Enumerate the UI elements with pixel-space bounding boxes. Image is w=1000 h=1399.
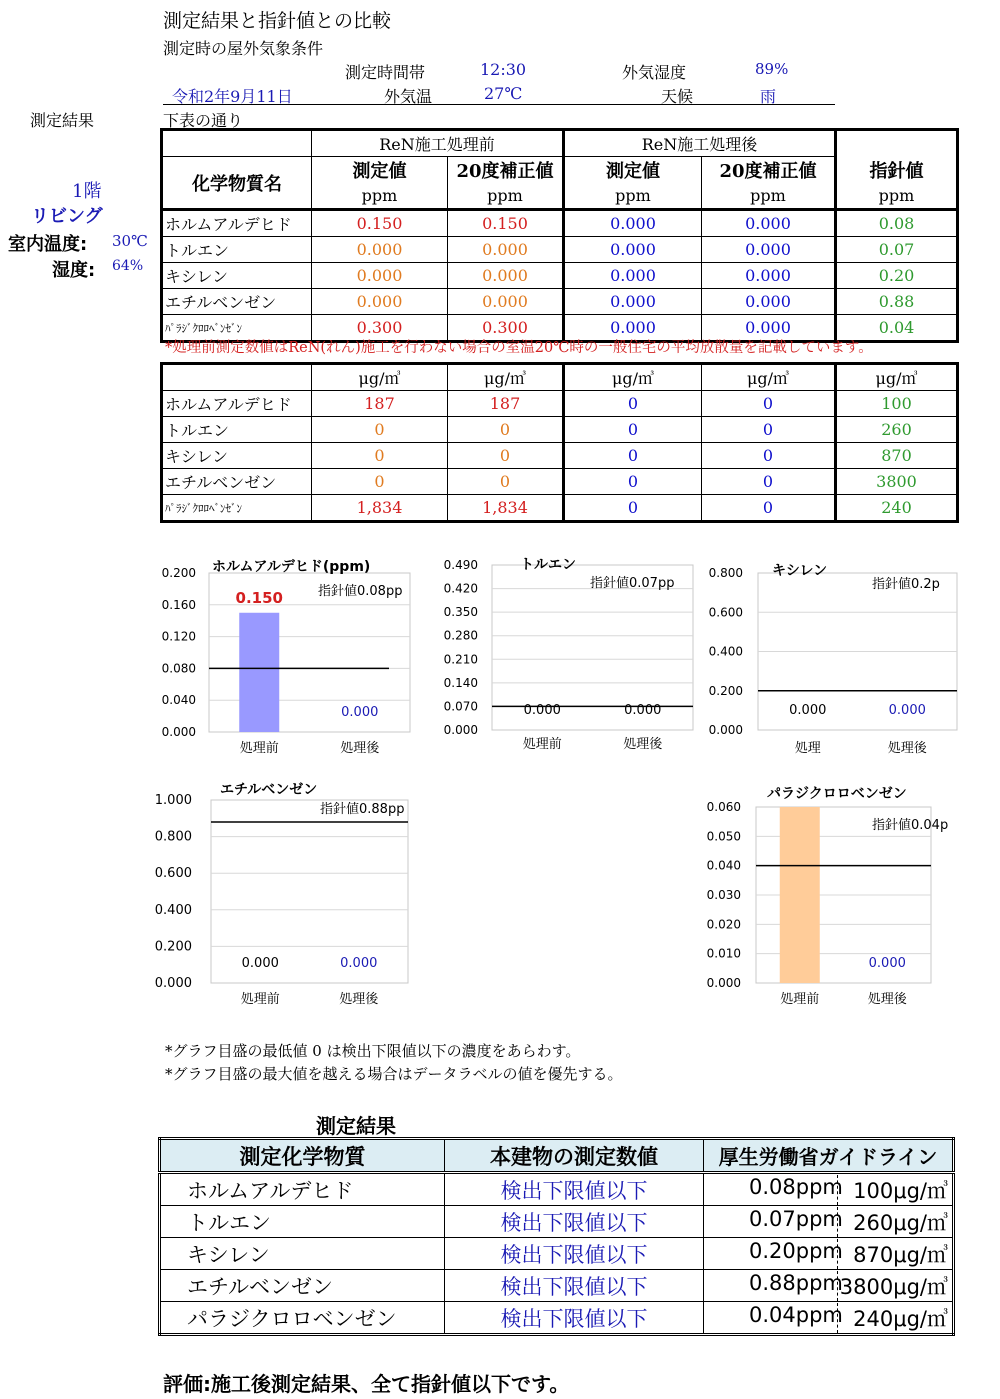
table-row bbox=[162, 391, 958, 417]
ug-table bbox=[160, 362, 959, 523]
chem-name: ﾊﾟﾗｼﾞｸﾛﾛﾍﾞﾝｾﾞﾝ bbox=[162, 495, 312, 522]
before-corrected-value: 187 bbox=[448, 391, 564, 417]
after-corrected-value: 0 bbox=[702, 443, 836, 469]
chart-data-label: 0.000 bbox=[241, 956, 279, 971]
after-value: 0.000 bbox=[564, 315, 702, 342]
chem-name: キシレン bbox=[162, 263, 312, 289]
chart-data-label: 0.150 bbox=[235, 588, 283, 607]
page-title: 測定結果と指針値との比較 bbox=[163, 10, 392, 32]
weather-subtitle: 測定時の屋外気象条件 bbox=[163, 39, 324, 58]
table-row bbox=[160, 1173, 954, 1206]
chem-name: エチルベンゼン bbox=[162, 289, 312, 315]
table-row bbox=[162, 237, 958, 263]
table-row bbox=[162, 495, 958, 522]
guideline-value: 260 bbox=[836, 417, 958, 443]
before-value: 187 bbox=[312, 391, 448, 417]
summary-guideline-ug: 3800μg/㎥ bbox=[839, 1274, 948, 1299]
guideline-value: 870 bbox=[836, 443, 958, 469]
chart-tick-label: 0.040 bbox=[161, 693, 196, 708]
summary-header-value: 本建物の測定数値 bbox=[445, 1139, 704, 1173]
before-corrected-value: 0 bbox=[448, 469, 564, 495]
chart-tick-label: 0.120 bbox=[161, 629, 196, 644]
before-footnote: *処理前測定数値はReN(れん)施工を行わない場合の室温20℃時の一般住宅の平均放散量を記載しています。 bbox=[165, 340, 873, 356]
chart-tick-label: 0.400 bbox=[708, 644, 743, 659]
chart-category-label: 処理後 bbox=[623, 737, 663, 752]
before-value: 0.000 bbox=[312, 289, 448, 315]
chart-title: キシレン bbox=[772, 563, 828, 579]
outdoor-humidity-label: 外気湿度 bbox=[622, 63, 687, 82]
summary-guideline-ug: 240μg/㎥ bbox=[853, 1306, 948, 1331]
chart-tick-label: 0.020 bbox=[706, 917, 741, 932]
results-note: 下表の通り bbox=[163, 111, 244, 130]
summary-table bbox=[158, 1137, 955, 1336]
unit-ppm: ppm bbox=[564, 183, 702, 210]
summary-guideline-ug: 260μg/㎥ bbox=[853, 1210, 948, 1235]
chem-name: エチルベンゼン bbox=[162, 469, 312, 495]
chart-guideline-label: 指針値0.88pp bbox=[320, 802, 405, 817]
chart-category-label: 処理後 bbox=[867, 992, 907, 1007]
chart-title: トルエン bbox=[520, 557, 576, 573]
chart-guideline-label: 指針値0.08pp bbox=[318, 584, 403, 599]
after-value: 0.000 bbox=[564, 263, 702, 289]
chart-tick-label: 0.010 bbox=[706, 946, 741, 961]
before-value: 0 bbox=[312, 443, 448, 469]
ug-blank bbox=[162, 364, 312, 391]
summary-chem: トルエン bbox=[160, 1206, 445, 1238]
chart-tick-label: 0.420 bbox=[443, 581, 478, 596]
after-value: 0 bbox=[564, 495, 702, 522]
summary-guideline-ppm: 0.20ppm bbox=[749, 1239, 838, 1269]
room-humidity-value: 64% bbox=[112, 258, 144, 274]
after-corrected-value: 0 bbox=[702, 469, 836, 495]
chart-bar bbox=[239, 613, 279, 732]
chem-name: ﾊﾟﾗｼﾞｸﾛﾛﾍﾞﾝｾﾞﾝ bbox=[162, 315, 312, 342]
after-value: 0 bbox=[564, 391, 702, 417]
chart-tick-label: 0.600 bbox=[154, 866, 192, 882]
chart-tick-label: 0.800 bbox=[154, 829, 192, 845]
summary-guideline-ug: 870μg/㎥ bbox=[853, 1242, 948, 1267]
summary-guideline-ppm: 0.04ppm bbox=[749, 1303, 838, 1333]
chart-data-label: 0.000 bbox=[624, 703, 662, 718]
summary-value: 検出下限値以下 bbox=[445, 1206, 704, 1238]
summary-header-chem: 測定化学物質 bbox=[160, 1139, 445, 1173]
guideline-value: 0.07 bbox=[836, 237, 958, 263]
chart-tick-label: 0.200 bbox=[161, 566, 196, 580]
chart-tick-label: 0.030 bbox=[706, 888, 741, 902]
guideline-value: 0.20 bbox=[836, 263, 958, 289]
before-value: 1,834 bbox=[312, 495, 448, 522]
chart-note-max: *グラフ目盛の最大値を越える場合はデータラベルの値を優先する。 bbox=[165, 1065, 623, 1083]
room-name: リビング bbox=[31, 206, 103, 227]
room-floor: 1階 bbox=[72, 181, 102, 202]
chart-tick-label: 0.000 bbox=[706, 976, 741, 990]
summary-value: 検出下限値以下 bbox=[445, 1302, 704, 1335]
chem-name: キシレン bbox=[162, 443, 312, 469]
chart-data-label: 0.000 bbox=[789, 703, 827, 718]
before-measured-header: 測定値 bbox=[312, 157, 448, 184]
after-value: 0.000 bbox=[564, 210, 702, 237]
summary-title: 測定結果 bbox=[316, 1114, 396, 1138]
unit-ug: μg/㎥ bbox=[312, 364, 448, 391]
chart-guideline-label: 指針値0.07pp bbox=[590, 576, 675, 591]
chart-tick-label: 0.070 bbox=[443, 699, 478, 714]
after-corrected-value: 0.000 bbox=[702, 210, 836, 237]
before-value: 0 bbox=[312, 417, 448, 443]
after-value: 0.000 bbox=[564, 237, 702, 263]
unit-ug: μg/㎥ bbox=[702, 364, 836, 391]
chem-name: トルエン bbox=[162, 237, 312, 263]
evaluation: 評価:施工後測定結果、全て指針値以下です。 bbox=[163, 1372, 570, 1396]
chart-plot-frame bbox=[758, 573, 957, 730]
chart-category-label: 処理後 bbox=[887, 741, 927, 756]
before-value: 0.000 bbox=[312, 237, 448, 263]
unit-ug: μg/㎥ bbox=[564, 364, 702, 391]
header-divider bbox=[163, 104, 835, 105]
table-row bbox=[162, 443, 958, 469]
unit-ppm: ppm bbox=[702, 183, 836, 210]
summary-header-guideline: 厚生労働省ガイドライン bbox=[704, 1139, 954, 1173]
summary-guideline bbox=[704, 1302, 954, 1335]
after-value: 0 bbox=[564, 469, 702, 495]
summary-guideline-ug: 100μg/㎥ bbox=[853, 1178, 948, 1203]
chart-bar bbox=[780, 807, 820, 983]
chart-plot-frame bbox=[756, 807, 931, 983]
summary-guideline bbox=[704, 1238, 954, 1270]
chart-data-label: 0.000 bbox=[523, 703, 561, 718]
summary-guideline-ppm: 0.07ppm bbox=[749, 1207, 838, 1237]
after-corrected-value: 0 bbox=[702, 495, 836, 522]
after-value: 0 bbox=[564, 417, 702, 443]
chart-plot-frame bbox=[211, 800, 408, 983]
table-row bbox=[160, 1302, 954, 1335]
before-corrected-value: 0.000 bbox=[448, 289, 564, 315]
room-humidity-label: 湿度: bbox=[52, 260, 96, 281]
unit-ug: μg/㎥ bbox=[836, 364, 958, 391]
chart-guideline-label: 指針値0.2p bbox=[872, 577, 940, 592]
after-corrected-header: 20度補正値 bbox=[702, 157, 836, 184]
summary-guideline bbox=[704, 1173, 954, 1206]
chart-category-label: 処理前 bbox=[240, 992, 280, 1007]
chart-category-label: 処理 bbox=[794, 741, 821, 756]
chart-category-label: 処理後 bbox=[340, 741, 380, 756]
group-before-header: ReN施工処理前 bbox=[312, 130, 564, 157]
summary-guideline bbox=[704, 1270, 954, 1302]
before-corrected-value: 0 bbox=[448, 417, 564, 443]
ppm-table bbox=[160, 128, 959, 343]
guideline-value: 240 bbox=[836, 495, 958, 522]
chart-tick-label: 0.600 bbox=[708, 605, 743, 620]
chart-category-label: 処理前 bbox=[239, 741, 279, 756]
table-row bbox=[160, 1270, 954, 1302]
time-value: 12:30 bbox=[480, 60, 527, 79]
table-row bbox=[162, 469, 958, 495]
measurement-date: 令和2年9月11日 bbox=[172, 87, 293, 106]
unit-ppm: ppm bbox=[448, 183, 564, 210]
chem-name-header: 化学物質名 bbox=[162, 157, 312, 210]
guideline-value: 0.88 bbox=[836, 289, 958, 315]
time-label: 測定時間帯 bbox=[345, 63, 426, 82]
outdoor-humidity-value: 89% bbox=[755, 60, 789, 78]
chem-name: ホルムアルデヒド bbox=[162, 391, 312, 417]
before-value: 0.150 bbox=[312, 210, 448, 237]
after-corrected-value: 0.000 bbox=[702, 315, 836, 342]
before-value: 0.300 bbox=[312, 315, 448, 342]
before-corrected-value: 0.150 bbox=[448, 210, 564, 237]
summary-chem: キシレン bbox=[160, 1238, 445, 1270]
after-corrected-value: 0.000 bbox=[702, 263, 836, 289]
before-value: 0.000 bbox=[312, 263, 448, 289]
chart-tick-label: 0.000 bbox=[161, 725, 196, 739]
unit-ppm: ppm bbox=[836, 183, 958, 210]
chart-data-label: 0.000 bbox=[340, 956, 378, 971]
summary-chem: エチルベンゼン bbox=[160, 1270, 445, 1302]
chart-plot-frame bbox=[492, 565, 693, 730]
table-row bbox=[162, 417, 958, 443]
before-corrected-value: 0 bbox=[448, 443, 564, 469]
guideline-value: 0.08 bbox=[836, 210, 958, 237]
outdoor-temp-value: 27℃ bbox=[484, 84, 523, 103]
summary-value: 検出下限値以下 bbox=[445, 1238, 704, 1270]
weather-label: 天候 bbox=[661, 87, 694, 106]
chart-data-label: 0.000 bbox=[888, 703, 926, 718]
chem-name: トルエン bbox=[162, 417, 312, 443]
guideline-value: 100 bbox=[836, 391, 958, 417]
summary-guideline bbox=[704, 1206, 954, 1238]
weather-value: 雨 bbox=[760, 87, 777, 106]
chart-category-label: 処理前 bbox=[522, 737, 562, 752]
after-value: 0.000 bbox=[564, 289, 702, 315]
chart-tick-label: 0.200 bbox=[154, 939, 192, 955]
chart-title: ホルムアルデヒド(ppm) bbox=[212, 559, 371, 575]
chart-category-label: 処理前 bbox=[780, 992, 820, 1007]
chart-tick-label: 0.050 bbox=[706, 829, 741, 844]
summary-value: 検出下限値以下 bbox=[445, 1173, 704, 1206]
group-after-header: ReN施工処理後 bbox=[564, 130, 836, 157]
after-corrected-value: 0.000 bbox=[702, 289, 836, 315]
before-value: 0 bbox=[312, 469, 448, 495]
guideline-blank bbox=[836, 130, 958, 157]
chart-tick-label: 0.060 bbox=[706, 800, 741, 814]
room-temp-label: 室内温度: bbox=[8, 234, 88, 255]
unit-ug: μg/㎥ bbox=[448, 364, 564, 391]
guideline-value: 3800 bbox=[836, 469, 958, 495]
chart-tick-label: 0.000 bbox=[154, 976, 192, 991]
chart-tick-label: 0.210 bbox=[443, 652, 478, 667]
table-row bbox=[162, 289, 958, 315]
after-corrected-value: 0.000 bbox=[702, 237, 836, 263]
summary-guideline-ppm: 0.08ppm bbox=[749, 1175, 838, 1205]
summary-chem: パラジクロロベンゼン bbox=[160, 1302, 445, 1335]
chart-tick-label: 0.040 bbox=[706, 858, 741, 873]
after-measured-header: 測定値 bbox=[564, 157, 702, 184]
chart-data-label: 0.000 bbox=[868, 956, 906, 971]
chart-guideline-label: 指針値0.04p bbox=[872, 818, 949, 833]
outdoor-temp-label: 外気温 bbox=[384, 87, 433, 106]
chart-category-label: 処理後 bbox=[339, 992, 379, 1007]
table-row bbox=[160, 1206, 954, 1238]
table-row bbox=[162, 263, 958, 289]
chart-plot-frame bbox=[209, 573, 410, 732]
summary-value: 検出下限値以下 bbox=[445, 1270, 704, 1302]
table-row bbox=[162, 210, 958, 237]
chart-tick-label: 0.000 bbox=[443, 723, 478, 737]
guideline-header: 指針値 bbox=[836, 157, 958, 184]
chart-tick-label: 0.280 bbox=[443, 628, 478, 643]
after-corrected-value: 0 bbox=[702, 391, 836, 417]
after-value: 0 bbox=[564, 443, 702, 469]
after-corrected-value: 0 bbox=[702, 417, 836, 443]
room-temp-value: 30℃ bbox=[112, 232, 148, 250]
before-corrected-value: 0.300 bbox=[448, 315, 564, 342]
before-corrected-header: 20度補正値 bbox=[448, 157, 564, 184]
unit-ppm: ppm bbox=[312, 183, 448, 210]
chart-tick-label: 0.140 bbox=[443, 675, 478, 690]
chart-tick-label: 0.200 bbox=[708, 683, 743, 698]
ppm-blank bbox=[162, 130, 312, 157]
summary-guideline-ppm: 0.88ppm bbox=[749, 1271, 838, 1301]
chart-tick-label: 0.160 bbox=[161, 597, 196, 612]
chem-name: ホルムアルデヒド bbox=[162, 210, 312, 237]
chart-tick-label: 0.080 bbox=[161, 661, 196, 676]
chart-tick-label: 0.490 bbox=[443, 558, 478, 572]
chart-tick-label: 0.400 bbox=[154, 902, 192, 918]
chart-note-min: *グラフ目盛の最低値 0 は検出下限値以下の濃度をあらわす。 bbox=[165, 1042, 581, 1060]
chart-data-label: 0.000 bbox=[341, 705, 379, 720]
before-corrected-value: 0.000 bbox=[448, 237, 564, 263]
guideline-value: 0.04 bbox=[836, 315, 958, 342]
chart-tick-label: 0.350 bbox=[443, 605, 478, 620]
results-label: 測定結果 bbox=[30, 111, 95, 130]
chart-title: エチルベンゼン bbox=[220, 782, 318, 798]
before-corrected-value: 1,834 bbox=[448, 495, 564, 522]
before-corrected-value: 0.000 bbox=[448, 263, 564, 289]
chart-title: パラジクロロベンゼン bbox=[767, 786, 907, 802]
table-row bbox=[160, 1238, 954, 1270]
chart-tick-label: 0.000 bbox=[708, 723, 743, 737]
summary-chem: ホルムアルデヒド bbox=[160, 1173, 445, 1206]
chart-tick-label: 0.800 bbox=[708, 566, 743, 580]
chart-tick-label: 1.000 bbox=[154, 793, 192, 808]
